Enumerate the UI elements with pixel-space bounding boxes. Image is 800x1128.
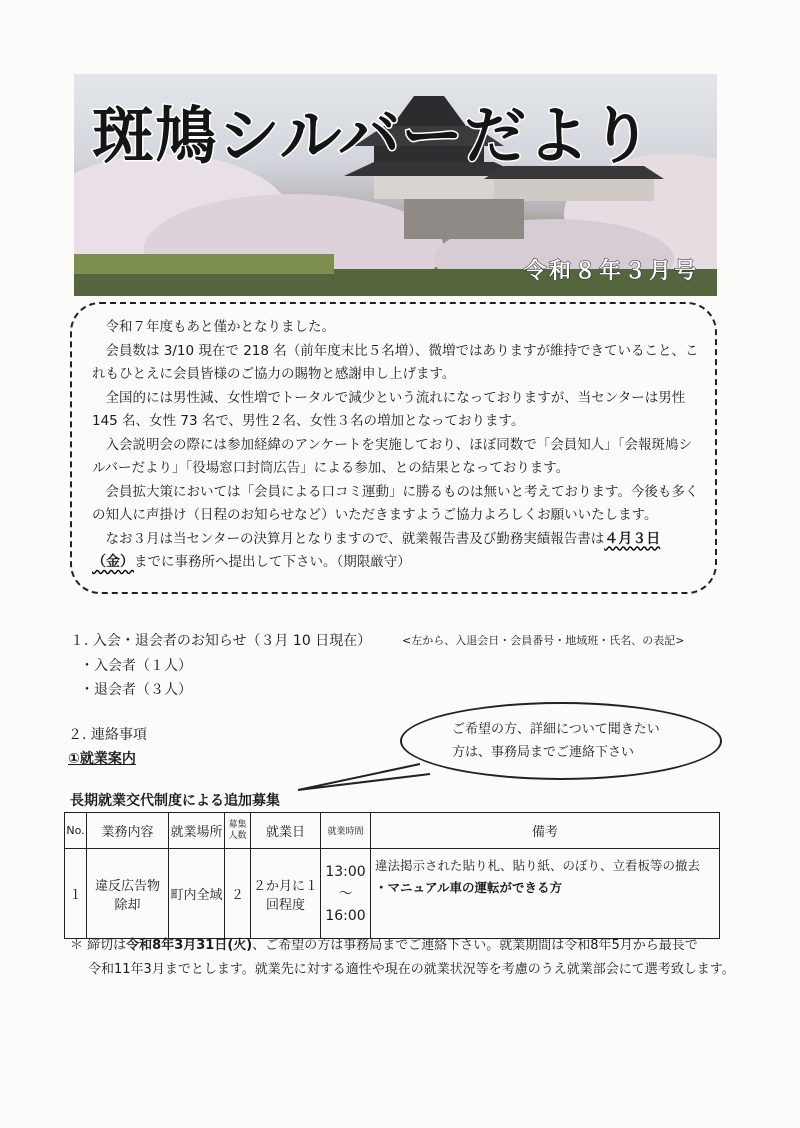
section1-heading: １. 入会・退会者のお知らせ（３月 10 日現在）: [70, 633, 372, 649]
footnote-deadline: 令和8年3月31日(火): [126, 938, 253, 953]
footnote-mark: ＊: [70, 938, 84, 953]
footnote-1b: 、ご希望の方は事務局までご連絡下さい。就業期間は令和8年5月から最長で: [252, 938, 698, 953]
cell-days-a: ２か月に１: [252, 878, 318, 894]
header-count: [225, 813, 251, 849]
cell-days: [251, 849, 321, 939]
header-hours: 就業時間: [321, 813, 371, 849]
cell-hours-c: 16:00: [325, 907, 366, 924]
deadline-intro: なお３月は当センターの決算月となりますので、就業報告書及び勤務実績報告書は: [105, 530, 605, 547]
cell-place: 町内全域: [169, 849, 225, 939]
header-no: No.: [65, 813, 87, 849]
header-job: 業務内容: [87, 813, 169, 849]
cell-no: １: [65, 849, 87, 939]
bubble-text-1: ご希望の方、詳細について聞きたい: [452, 722, 660, 737]
issue-label: 令和８年３月号: [523, 259, 699, 284]
table-title: 長期就業交代制度による追加募集: [70, 793, 280, 809]
cell-remarks-a: 違法掲示された貼り札、貼り紙、のぼり、立看板等の撤去: [375, 858, 701, 873]
greeting-para-4: 入会説明会の際には参加経緯のアンケートを実施しており、ほぼ同数で「会員知人」「会報斑鳩シルバーだより」「役場窓口封筒広告」による参加、との結果となっております。: [92, 436, 692, 476]
header-count-a: 募集: [228, 819, 247, 830]
greeting-para-3: 全国的には男性減、女性増でトータルで減少という流れになっておりますが、当センターは男性145 名、女性 73 名で、男性２名、女性３名の増加となっております。: [92, 389, 686, 429]
cell-hours: [321, 849, 371, 939]
deadline-outro: までに事務所へ提出して下さい。（期限厳守）: [134, 554, 411, 570]
table-header-row: [65, 813, 720, 849]
job-guide-subheading: ①就業案内: [68, 751, 136, 767]
header-banner: [74, 74, 717, 296]
newsletter-title: 斑鳩シルバーだより: [92, 99, 654, 172]
section2-heading: ２. 連絡事項: [68, 727, 147, 743]
header-count-b: 人数: [228, 830, 247, 841]
cell-job: [87, 849, 169, 939]
cell-remarks-b: ・マニュアル車の運転ができる方: [375, 880, 563, 895]
header-days: 就業日: [251, 813, 321, 849]
deadline-date: ４月３日: [604, 530, 661, 547]
footnote-1a: 締切は: [87, 938, 127, 953]
cell-days-b: 回程度: [265, 897, 305, 913]
greeting-para-5: 会員拡大策においては「会員による口コミ運動」に勝るものは無いと考えております。今後も多くの知人に声掛け（日程のお知らせなど）いただきますようご協力よろしくお願いいたします。: [92, 483, 699, 523]
greeting-para-6: [92, 528, 702, 575]
header-remarks: 備考: [371, 813, 720, 849]
greeting-para-2: 会員数は 3/10 現在で 218 名（前年度末比５名増）、微増ではありますが維持できていること、これもひとえに会員皆様のご協力の賜物と感謝申し上げます。: [92, 342, 699, 382]
bubble-tail: [280, 760, 440, 800]
cell-hours-b: ～: [338, 885, 353, 902]
job-table: [64, 812, 720, 939]
footnote-line-1: [70, 934, 698, 953]
cell-remarks: [371, 849, 720, 939]
cell-job-a: 違反広告物: [94, 878, 160, 894]
deadline-day: （金）: [92, 554, 134, 570]
section1-note: <左から、入退会日・会員番号・地域班・氏名、の表記>: [402, 634, 685, 647]
cell-count: ２: [225, 849, 251, 939]
header-place: 就業場所: [169, 813, 225, 849]
greeting-text: [92, 316, 702, 575]
footnote-line-2: 令和11年3月までとします。就業先に対する適性や現在の就業状況等を考慮のうえ就業部会にて選考致します。: [88, 962, 735, 977]
joined-members: ・入会者（１人）: [80, 658, 192, 674]
cell-hours-a: 13:00: [325, 863, 366, 880]
bubble-text-2: 方は、事務局までご連絡下さい: [452, 745, 635, 760]
cell-job-b: 除却: [114, 897, 141, 913]
greeting-para-1: 令和７年度もあと僅かとなりました。: [105, 319, 335, 335]
left-members: ・退会者（３人）: [80, 682, 192, 698]
table-row: [65, 849, 720, 939]
